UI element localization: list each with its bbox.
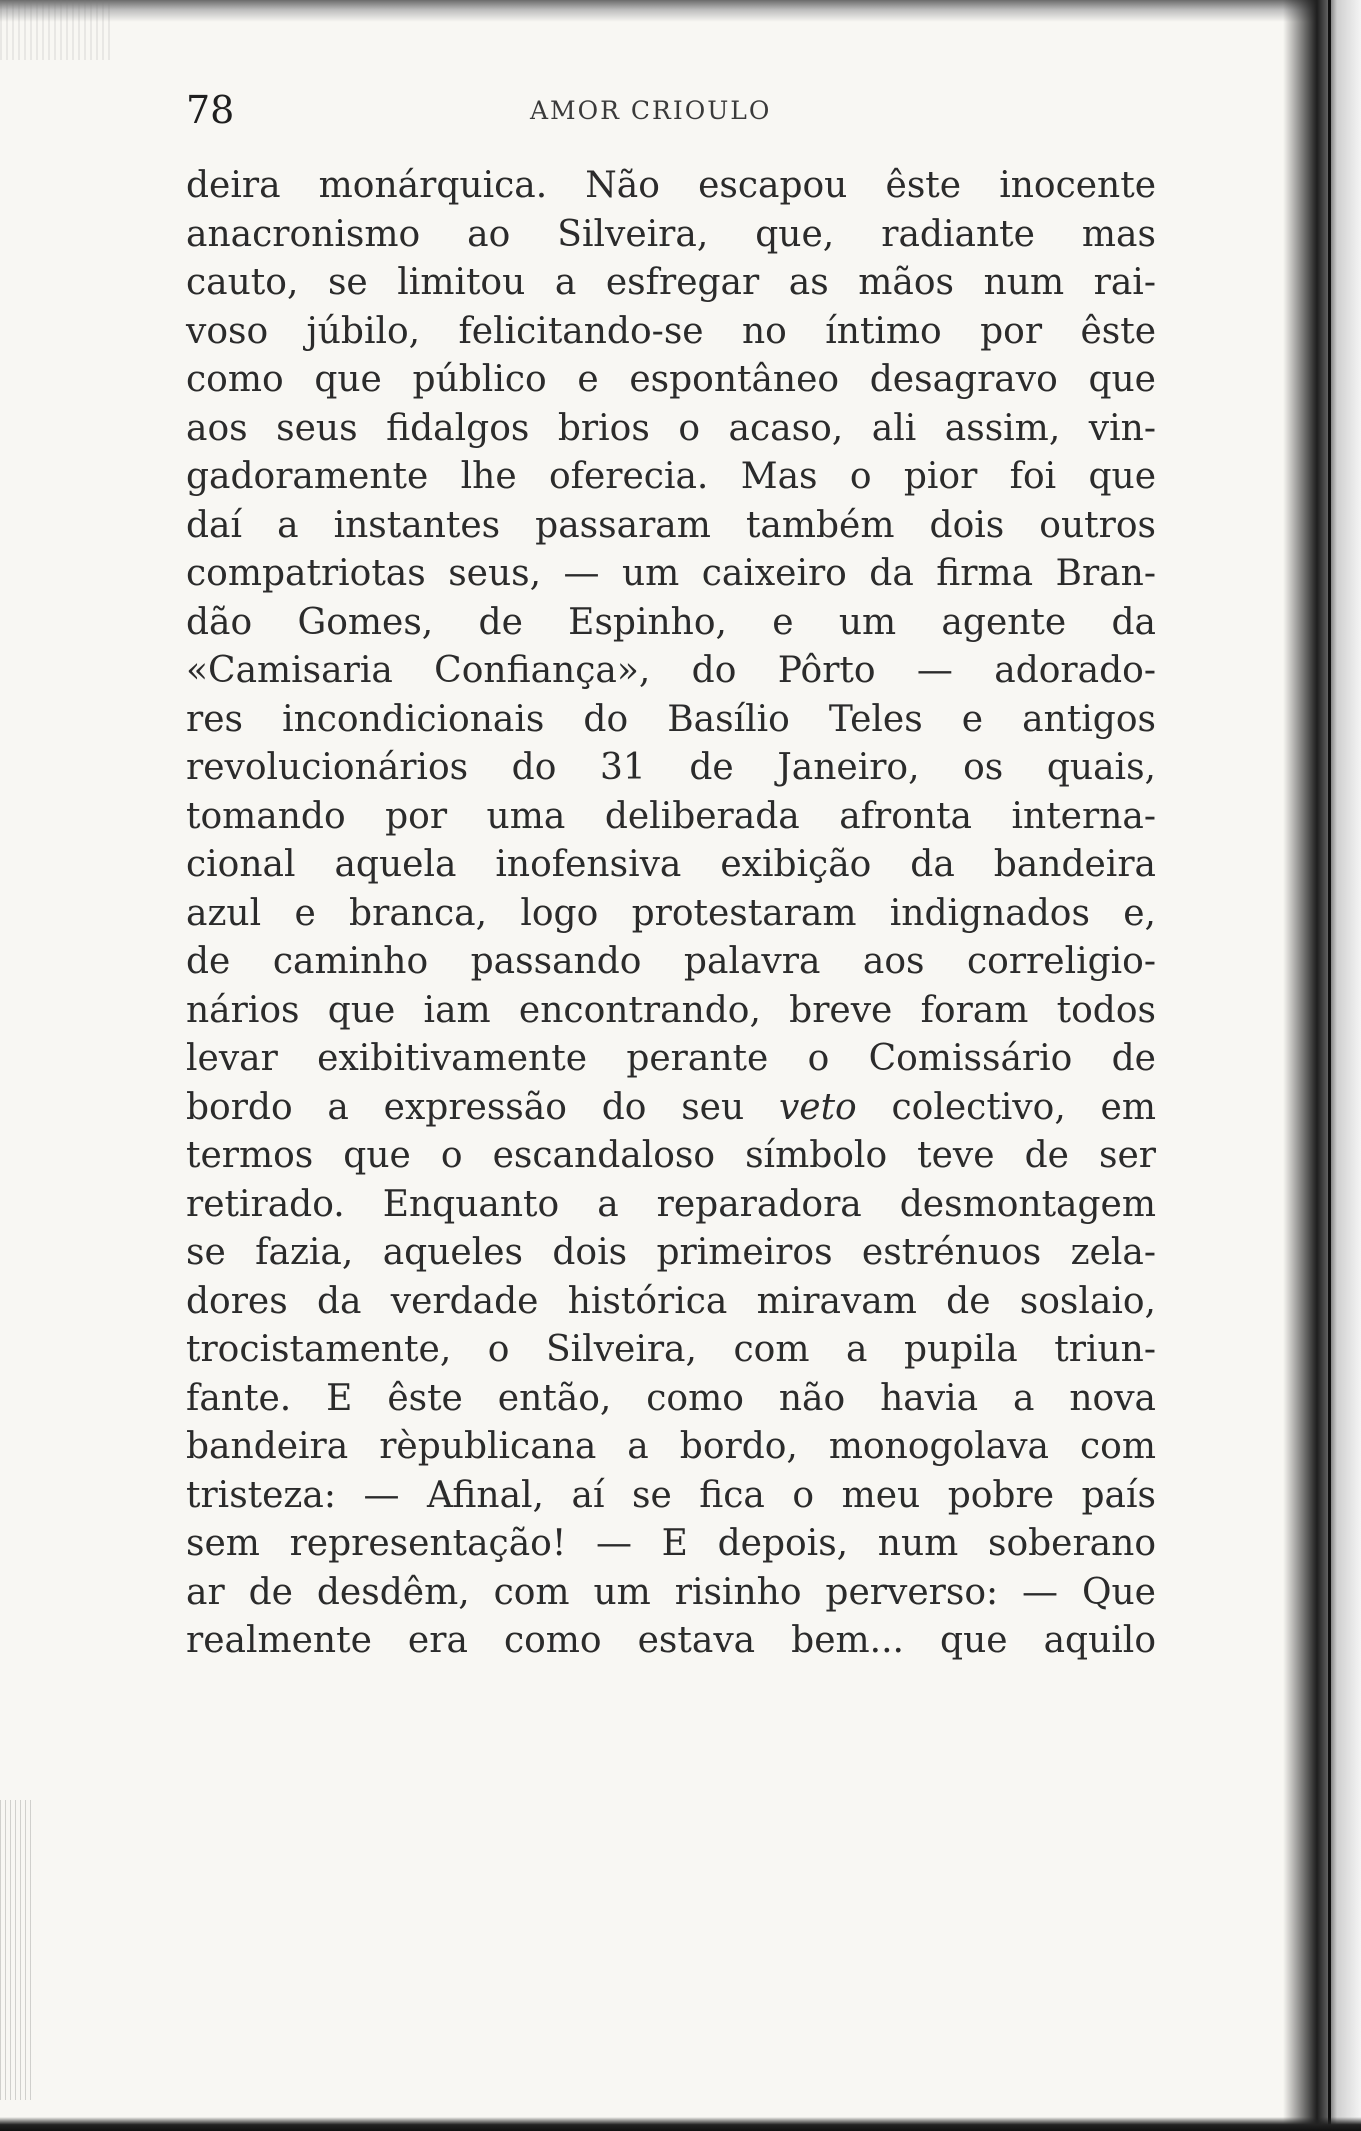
italic-word: veto bbox=[778, 1086, 857, 1128]
page-header bbox=[186, 80, 1156, 140]
text-line: revolucionários do 31 de Janeiro, os quais, bbox=[186, 747, 1156, 788]
scan-noise bbox=[0, 0, 110, 60]
text-line: azul e branca, logo protestaram indignados e, bbox=[186, 892, 1156, 934]
page-number: 78 bbox=[186, 88, 235, 132]
text-line: dores da verdade histórica miravam de soslaio, bbox=[186, 1280, 1156, 1322]
text-line: bandeira rèpublicana a bordo, monogolava com bbox=[186, 1426, 1156, 1467]
text-segment: colectivo, em bbox=[856, 1086, 1156, 1128]
text-line: tomando por uma deliberada afronta interna- bbox=[186, 795, 1156, 837]
text-line: daí a instantes passaram também dois outros bbox=[186, 504, 1156, 546]
text-line: termos que o escandaloso símbolo teve de ser bbox=[186, 1135, 1156, 1176]
text-line: deira monárquica. Não escapou êste inocente bbox=[186, 165, 1156, 206]
body-text bbox=[186, 162, 1156, 1666]
text-line: voso júbilo, felicitando-se no íntimo por êste bbox=[186, 310, 1156, 352]
text-line: se fazia, aqueles dois primeiros estrénuos zela- bbox=[186, 1232, 1156, 1273]
text-line: aos seus fidalgos brios o acaso, ali assim, vin- bbox=[186, 407, 1156, 449]
text-line: realmente era como estava bem... que aquilo bbox=[186, 1620, 1156, 1661]
text-line: anacronismo ao Silveira, que, radiante mas bbox=[186, 213, 1156, 255]
text-line: compatriotas seus, — um caixeiro da firma Bran- bbox=[186, 553, 1156, 594]
text-line: gadoramente lhe oferecia. Mas o pior foi que bbox=[186, 456, 1156, 497]
text-line: sem representação! — E depois, num soberano bbox=[186, 1523, 1156, 1564]
text-line: trocistamente, o Silveira, com a pupila triun- bbox=[186, 1329, 1156, 1370]
binding-edge-line bbox=[1328, 0, 1331, 2131]
text-line: como que público e espontâneo desagravo que bbox=[186, 359, 1156, 400]
text-line: tristeza: — Afinal, aí se fica o meu pobre país bbox=[186, 1474, 1156, 1516]
text-segment: bordo a expressão do seu bbox=[186, 1086, 779, 1128]
text-line: ar de desdêm, com um risinho perverso: — Que bbox=[186, 1571, 1156, 1613]
book-binding-shadow bbox=[1283, 0, 1361, 2131]
text-line: nários que iam encontrando, breve foram todos bbox=[186, 989, 1156, 1031]
text-line-with-italic bbox=[186, 1084, 1156, 1133]
text-line: levar exibitivamente perante o Comissário de bbox=[186, 1038, 1156, 1079]
text-line: cauto, se limitou a esfregar as mãos num rai- bbox=[186, 262, 1156, 303]
text-line: cional aquela inofensiva exibição da bandeira bbox=[186, 844, 1156, 885]
text-line: de caminho passando palavra aos correligio- bbox=[186, 941, 1156, 982]
page-top-edge-shadow bbox=[0, 0, 1361, 22]
scan-noise-left bbox=[0, 1800, 34, 2100]
text-line: fante. E êste então, como não havia a nova bbox=[186, 1377, 1156, 1419]
running-title: AMOR CRIOULO bbox=[530, 96, 772, 125]
text-line: dão Gomes, de Espinho, e um agente da bbox=[186, 601, 1156, 643]
text-line: retirado. Enquanto a reparadora desmontagem bbox=[186, 1183, 1156, 1225]
page-bottom-edge bbox=[0, 2117, 1361, 2131]
text-line: «Camisaria Confiança», do Pôrto — adorado- bbox=[186, 650, 1156, 691]
text-line: res incondicionais do Basílio Teles e antigos bbox=[186, 698, 1156, 740]
